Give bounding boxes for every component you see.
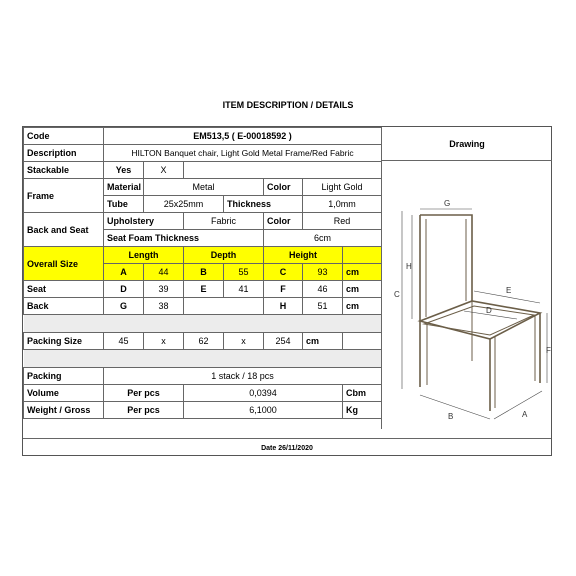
table-row-packing [24,368,382,385]
dim-b-letter: B [184,264,224,281]
packing-size-width: 62 [184,333,224,350]
bs-color-value: Red [303,213,382,230]
dim-label-g: G [444,199,451,208]
code-value: EM513,5 ( E-00018592 ) [104,128,382,145]
spacer-bar [24,315,382,333]
spacer-bar-2 [24,350,382,368]
table-row-seat [24,281,382,298]
table-row-frame-material [24,179,382,196]
volume-unit: Cbm [343,385,382,402]
material-label: Material [104,179,144,196]
back-unit: cm [343,298,382,315]
dim-a-value: 44 [144,264,184,281]
table-row-description [24,145,382,162]
packing-size-unit: cm [303,333,343,350]
back-label: Back [24,298,104,315]
packing-label: Packing [24,368,104,385]
volume-per: Per pcs [104,385,184,402]
upholstery-label: Upholstery [104,213,184,230]
frame-label: Frame [24,179,104,213]
packing-size-label: Packing Size [24,333,104,350]
dim-label-b: B [448,412,454,421]
overall-label: Overall Size [24,247,104,281]
overall-head-empty [343,247,382,264]
volume-value: 0,0394 [184,385,343,402]
table-row-volume [24,385,382,402]
table-row-packing-size [24,333,382,350]
weight-per: Per pcs [104,402,184,419]
dim-label-d: D [486,306,492,315]
drawing-title: Drawing [381,127,552,161]
table-row-back [24,298,382,315]
dim-g-value: 38 [144,298,184,315]
dim-a-letter: A [104,264,144,281]
thickness-value: 1,0mm [303,196,382,213]
table-row-upholstery [24,213,382,230]
packing-size-length: 45 [104,333,144,350]
dim-e-value: 41 [224,281,264,298]
length-label: Length [104,247,184,264]
back-empty [184,298,264,315]
chair-drawing [381,161,552,429]
dim-label-a: A [522,410,528,419]
dim-f-letter: F [264,281,303,298]
thickness-label: Thickness [224,196,303,213]
packing-value: 1 stack / 18 pcs [104,368,382,385]
dim-h-value: 51 [303,298,343,315]
dim-f-value: 46 [303,281,343,298]
dim-e-letter: E [184,281,224,298]
spec-sheet [22,126,552,456]
foam-value: 6cm [264,230,382,247]
upholstery-value: Fabric [184,213,264,230]
volume-label: Volume [24,385,104,402]
tube-value: 25x25mm [144,196,224,213]
stackable-mark: X [144,162,184,179]
description-label: Description [24,145,104,162]
packing-size-x2: x [224,333,264,350]
dim-b-value: 55 [224,264,264,281]
dim-label-c: C [394,290,400,299]
material-value: Metal [144,179,264,196]
stackable-yes: Yes [104,162,144,179]
table-row-weight [24,402,382,419]
stackable-label: Stackable [24,162,104,179]
packing-size-empty [343,333,382,350]
foam-label: Seat Foam Thickness [104,230,264,247]
table-row-overall-head [24,247,382,264]
packing-size-height: 254 [264,333,303,350]
bs-color-label: Color [264,213,303,230]
stackable-empty [184,162,382,179]
table-row-spacer-2 [24,350,382,368]
weight-unit: Kg [343,402,382,419]
dim-g-letter: G [104,298,144,315]
table-row-spacer [24,315,382,333]
dim-c-letter: C [264,264,303,281]
table-row-stackable [24,162,382,179]
dim-c-value: 93 [303,264,343,281]
code-label: Code [24,128,104,145]
seat-label: Seat [24,281,104,298]
tube-label: Tube [104,196,144,213]
back-seat-label: Back and Seat [24,213,104,247]
depth-label: Depth [184,247,264,264]
dim-d-value: 39 [144,281,184,298]
table-row-code [24,128,382,145]
weight-label: Weight / Gross [24,402,104,419]
description-value: HILTON Banquet chair, Light Gold Metal Frame/Red Fabric [104,145,382,162]
page-title: ITEM DESCRIPTION / DETAILS [222,100,354,110]
seat-unit: cm [343,281,382,298]
frame-color-label: Color [264,179,303,196]
dim-label-e: E [506,286,512,295]
dim-h-letter: H [264,298,303,315]
dim-d-letter: D [104,281,144,298]
dim-label-h: H [406,262,412,271]
dim-label-f: F [546,346,551,355]
height-label: Height [264,247,343,264]
overall-unit: cm [343,264,382,281]
packing-size-x1: x [144,333,184,350]
weight-value: 6,1000 [184,402,343,419]
spec-table [23,127,382,419]
chair-drawing-svg [382,161,553,429]
frame-color-value: Light Gold [303,179,382,196]
date-footer: Date 26/11/2020 [23,438,551,457]
